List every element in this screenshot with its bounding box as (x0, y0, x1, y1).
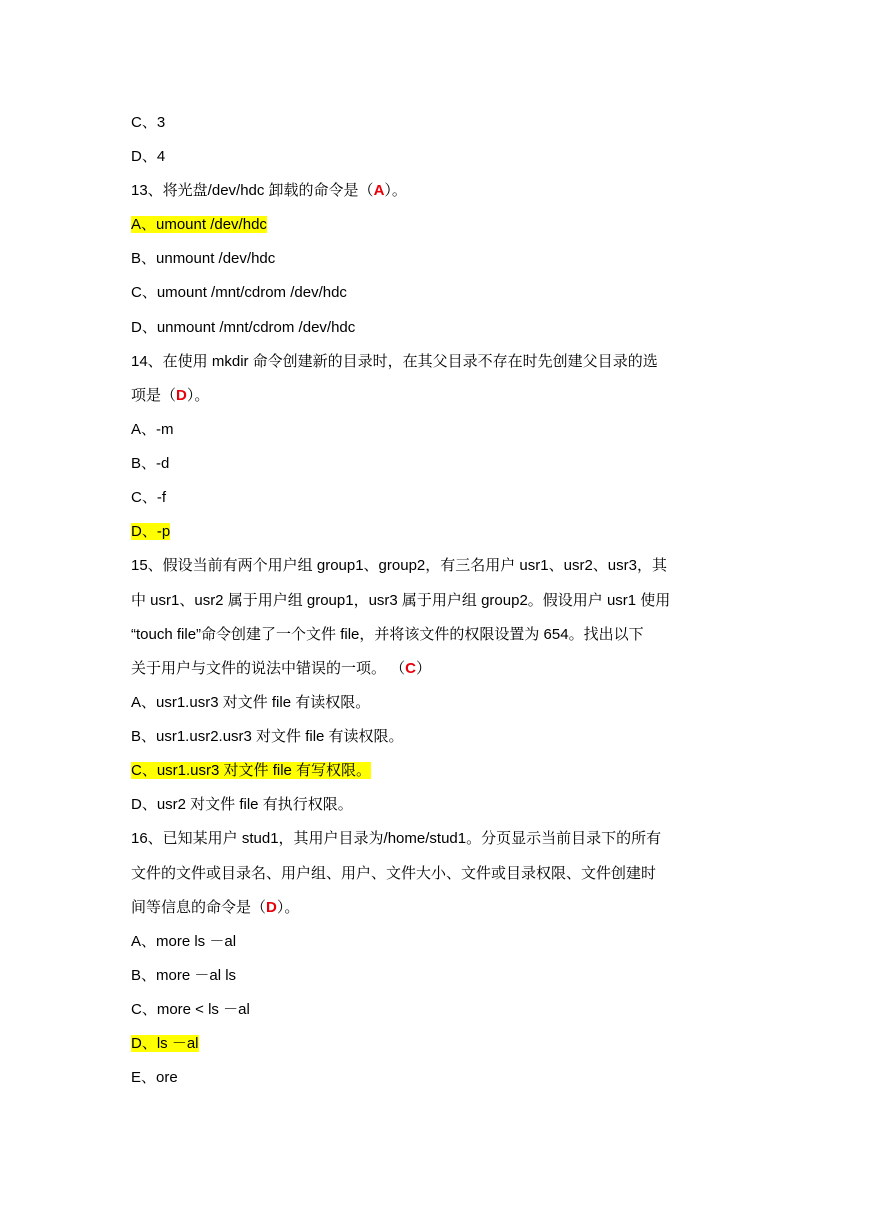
question-16-stem-line3: 间等信息的命令是（D）。 (131, 899, 300, 916)
option-c-q14: C、-f (131, 489, 166, 506)
answer-mark: C (405, 660, 417, 677)
option-d-q16: D、ls －al (131, 1035, 199, 1052)
option-c-q13: C、umount /mnt/cdrom /dev/hdc (131, 284, 347, 301)
option-d-q14: D、-p (131, 523, 171, 540)
option-b-q14: B、-d (131, 455, 170, 472)
question-15-stem-line2: 中 usr1、usr2 属于用户组 group1，usr3 属于用户组 group2。假设用户 usr1 使用 (131, 592, 671, 609)
question-15-stem-line3: “touch file”命令创建了一个文件 file，并将该文件的权限设置为 654。找出以下 (131, 626, 644, 643)
option-b-q15: B、usr1.usr2.usr3 对文件 file 有读权限。 (131, 728, 404, 745)
question-16-stem-line1: 16、已知某用户 stud1，其用户目录为/home/stud1。分页显示当前目录下的所有 (131, 830, 662, 847)
option-d-q13: D、unmount /mnt/cdrom /dev/hdc (131, 319, 356, 336)
option-c-q15: C、usr1.usr3 对文件 file 有写权限。 (131, 762, 372, 779)
option-a-q15: A、usr1.usr3 对文件 file 有读权限。 (131, 694, 371, 711)
option-b-q16: B、more －al ls (131, 967, 237, 984)
option-e-q16: E、ore (131, 1069, 178, 1086)
option-a-q16: A、more ls －al (131, 933, 237, 950)
option-b-q13: B、unmount /dev/hdc (131, 250, 276, 267)
question-14-stem-line2: 项是（D）。 (131, 387, 210, 404)
option-d-q12: D、4 (131, 148, 166, 165)
answer-mark: D (176, 387, 187, 404)
option-a-q13: A、umount /dev/hdc (131, 216, 267, 233)
question-15-stem-line1: 15、假设当前有两个用户组 group1、group2，有三名用户 usr1、usr2、usr3，其 (131, 557, 667, 574)
answer-mark: D (266, 899, 277, 916)
option-a-q14: A、-m (131, 421, 174, 438)
question-16-stem-line2: 文件的文件或目录名、用户组、用户、文件大小、文件或目录权限、文件创建时 (131, 865, 657, 882)
answer-mark: A (373, 182, 385, 199)
question-14-stem-line1: 14、在使用 mkdir 命令创建新的目录时，在其父目录不存在时先创建父目录的选 (131, 353, 658, 370)
question-13-stem: 13、将光盘/dev/hdc 卸载的命令是（A）。 (131, 182, 407, 199)
option-c-q16: C、more < ls －al (131, 1001, 250, 1018)
option-d-q15: D、usr2 对文件 file 有执行权限。 (131, 796, 353, 813)
option-c-q12: C、3 (131, 114, 166, 131)
question-15-stem-line4: 关于用户与文件的说法中错误的一项。 （C） (131, 660, 432, 677)
